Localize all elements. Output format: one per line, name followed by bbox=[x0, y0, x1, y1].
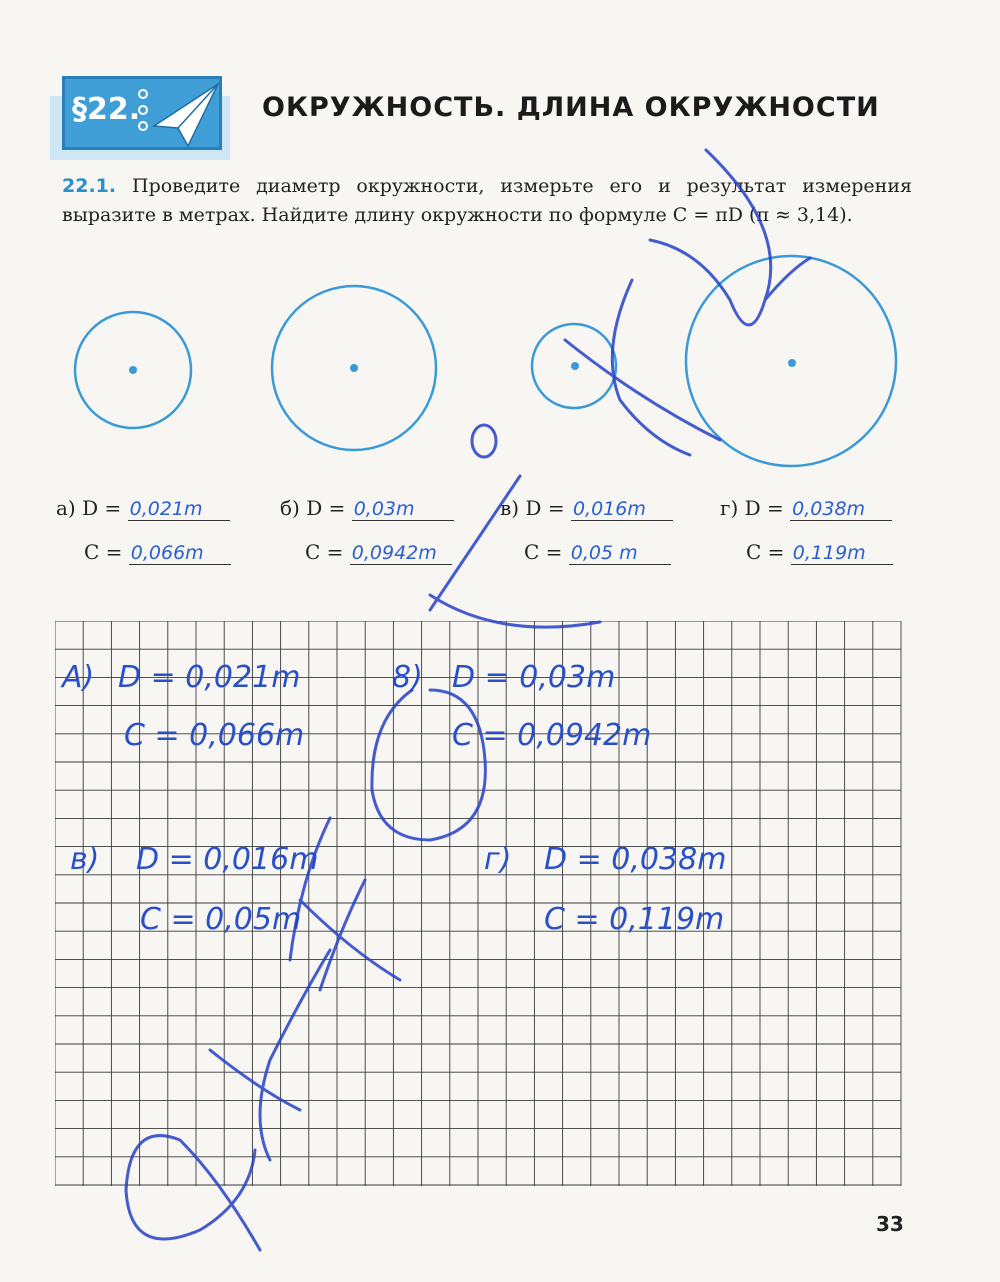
circle-b-center bbox=[350, 364, 358, 372]
answer-b-label: б) bbox=[280, 496, 300, 520]
hw-v-diameter: D = 0,016m bbox=[136, 842, 319, 877]
answer-b-c bbox=[305, 540, 452, 565]
answer-g-c-label: C = bbox=[746, 540, 785, 564]
page-number: 33 bbox=[876, 1212, 904, 1236]
paper-plane-icon bbox=[148, 80, 220, 148]
hw-b-label: 8) bbox=[392, 660, 423, 695]
circle-a-center bbox=[129, 366, 137, 374]
answer-g bbox=[720, 496, 892, 521]
answer-v-label: в) bbox=[500, 496, 520, 520]
hw-v-length: C = 0,05m bbox=[140, 902, 302, 937]
page-title: ОКРУЖНОСТЬ. ДЛИНА ОКРУЖНОСТИ bbox=[262, 92, 880, 123]
hw-v-label: в) bbox=[70, 842, 100, 877]
answer-a-c-value[interactable]: 0,066m bbox=[129, 542, 231, 565]
answer-v-c bbox=[524, 540, 671, 565]
circle-g-center bbox=[788, 359, 796, 367]
answer-b bbox=[280, 496, 454, 521]
answer-a-d-value[interactable]: 0,021m bbox=[128, 498, 230, 521]
answer-v-d-value[interactable]: 0,016m bbox=[571, 498, 673, 521]
answer-b-c-value[interactable]: 0,0942m bbox=[350, 542, 452, 565]
answer-v bbox=[500, 496, 673, 521]
answer-b-d-value[interactable]: 0,03m bbox=[352, 498, 454, 521]
answer-v-c-label: C = bbox=[524, 540, 563, 564]
hw-a-length: C = 0,066m bbox=[124, 718, 305, 753]
section-number: §22. bbox=[72, 92, 141, 127]
answer-a-c bbox=[84, 540, 231, 565]
answer-g-c-value[interactable]: 0,119m bbox=[791, 542, 893, 565]
circle-v-center bbox=[571, 362, 579, 370]
answer-g-d-label: D = bbox=[744, 496, 784, 520]
answer-a bbox=[56, 496, 230, 521]
answer-v-c-value[interactable]: 0,05 m bbox=[569, 542, 671, 565]
answer-a-c-label: C = bbox=[84, 540, 123, 564]
hw-g-length: C = 0,119m bbox=[544, 902, 725, 937]
hw-g-label: г) bbox=[484, 842, 512, 877]
answer-g-label: г) bbox=[720, 496, 739, 520]
hw-b-diameter: D = 0,03m bbox=[452, 660, 616, 695]
hw-a-diameter: D = 0,021m bbox=[118, 660, 301, 695]
task-text: Проведите диаметр окружности, измерьте его и результат измерения выразите в метрах. Найдите длину окружности по формуле C = πD (π ≈ 3,14). bbox=[62, 175, 912, 226]
answer-b-c-label: C = bbox=[305, 540, 344, 564]
hw-a-label: A) bbox=[62, 660, 95, 695]
answer-a-d-label: D = bbox=[82, 496, 122, 520]
hw-g-diameter: D = 0,038m bbox=[544, 842, 727, 877]
answer-g-d-value[interactable]: 0,038m bbox=[790, 498, 892, 521]
hw-b-length: C = 0,0942m bbox=[452, 718, 652, 753]
answer-g-c bbox=[746, 540, 893, 565]
answer-a-label: а) bbox=[56, 496, 76, 520]
task-number: 22.1. bbox=[62, 175, 117, 197]
answer-b-d-label: D = bbox=[306, 496, 346, 520]
answer-v-d-label: D = bbox=[525, 496, 565, 520]
